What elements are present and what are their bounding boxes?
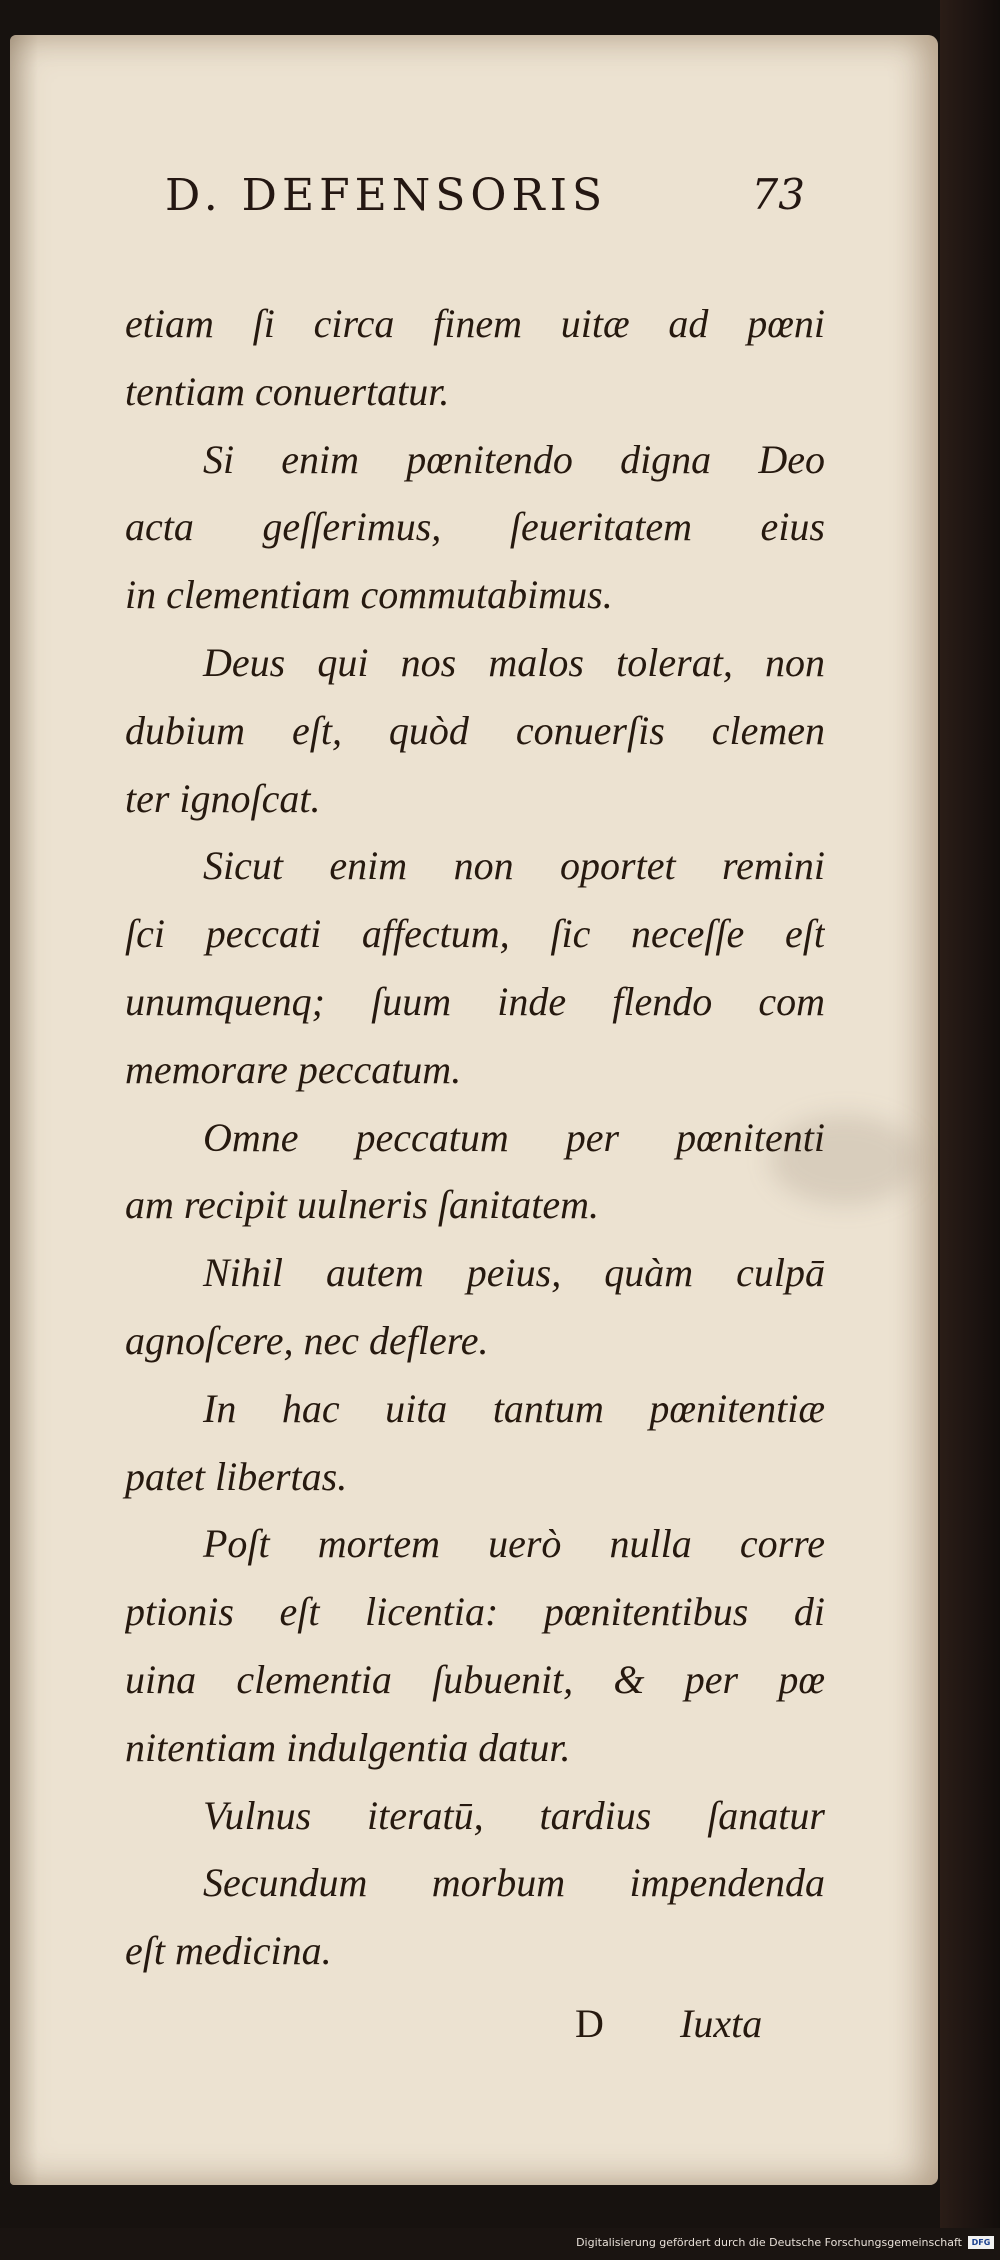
text-line: uina clementia ſubuenit, & per pœ [125, 1656, 825, 1702]
text-line: eſt medicina. [125, 1928, 332, 1974]
text-line: am recipit uulneris ſanitatem. [125, 1182, 600, 1228]
text-line: Deus qui nos malos tolerat, non [203, 639, 825, 685]
digitization-footer [0, 2228, 1000, 2260]
text-line: agnoſcere, nec deflere. [125, 1317, 489, 1363]
text-line: Nihil autem peius, quàm culpā [203, 1250, 825, 1296]
book-cover-edge [940, 0, 1000, 2228]
text-line: Omne peccatum per pœnitenti [203, 1114, 825, 1160]
text-line: ſci peccati affectum, ſic neceſſe eſt [125, 911, 825, 957]
text-line: dubium eſt, quòd conuerſis clemen [125, 707, 825, 753]
running-head-title: D. DEFENSORIS [165, 170, 608, 221]
gutter-shadow [10, 35, 38, 2185]
catchword-line [575, 2000, 795, 2060]
body-text [125, 290, 825, 1985]
text-line: tentiam conuertatur. [125, 368, 450, 414]
folio-number: 73 [751, 170, 805, 219]
text-line: Vulnus iteratū, tardius ſanatur [203, 1792, 825, 1838]
text-line: in clementiam commutabimus. [125, 572, 613, 618]
funding-credit: Digitalisierung gefördert durch die Deutsche Forschungsgemeinschaft [576, 2236, 962, 2249]
text-line: ter ignoſcat. [125, 775, 321, 821]
text-line: acta geſſerimus, ſeueritatem eius [125, 504, 825, 550]
page-leaf [10, 35, 938, 2185]
text-line: unumquenq; ſuum inde flendo com [125, 978, 825, 1024]
text-line: etiam ſi circa finem uitæ ad pœni [125, 301, 825, 346]
text-line: ptionis eſt licentia: pœnitentibus di [125, 1589, 825, 1635]
signature-mark: D [575, 2001, 604, 2046]
running-head [165, 170, 805, 250]
text-line: Secundum morbum impendenda [203, 1860, 825, 1906]
text-line: memorare peccatum. [125, 1046, 462, 1092]
text-line: Si enim pœnitendo digna Deo [203, 436, 825, 482]
text-line: nitentiam indulgentia datur. [125, 1724, 571, 1770]
text-line: In hac uita tantum pœnitentiæ [203, 1385, 825, 1431]
text-line: patet libertas. [125, 1453, 348, 1499]
text-line: Poſt mortem uerò nulla corre [203, 1521, 825, 1567]
dfg-logo: DFG [968, 2236, 994, 2249]
text-line: Sicut enim non oportet remini [203, 843, 825, 889]
catchword: Iuxta [680, 2001, 763, 2046]
